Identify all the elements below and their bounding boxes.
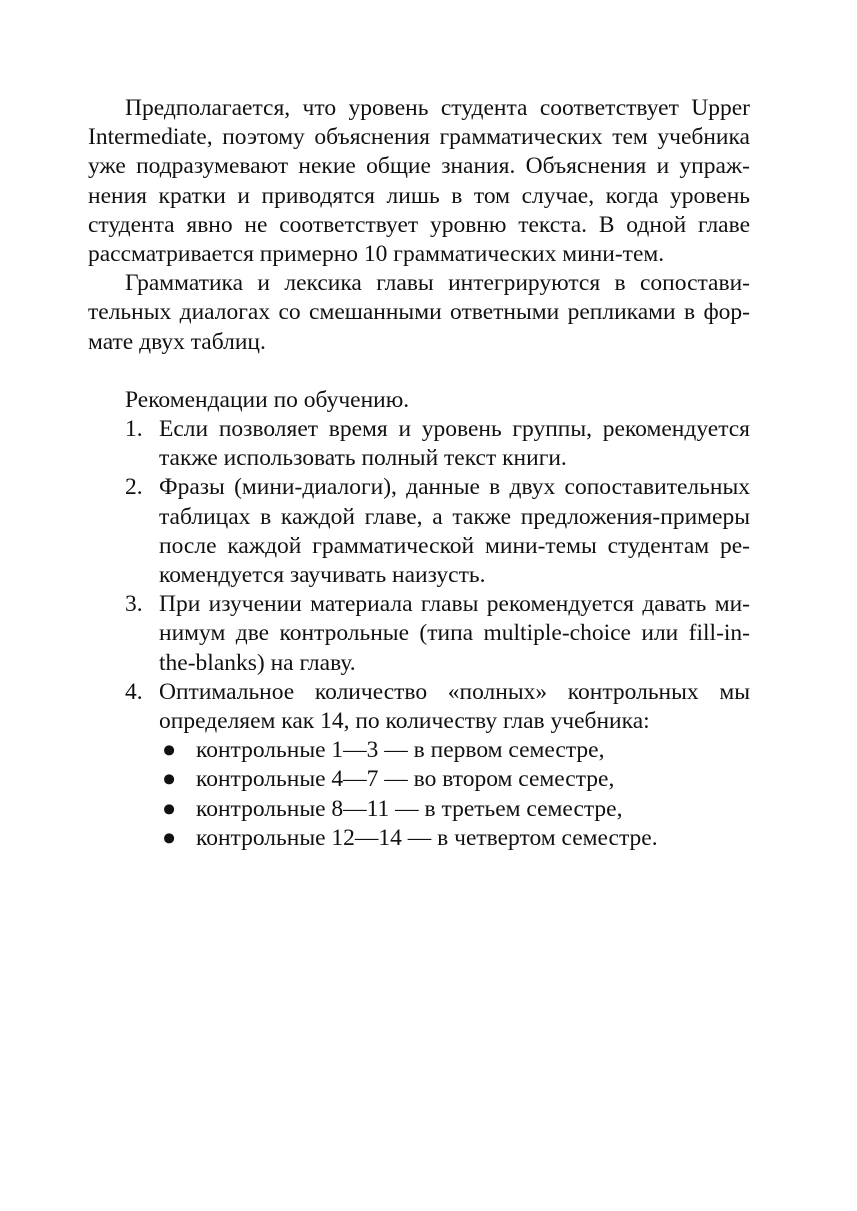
integration-paragraph: Грамматика и лексика главы интегрируются в сопоставительных диалогах со смешанными ответными репликами в формате двух таблиц.: [88, 270, 750, 355]
recommendation-item-1: [88, 415, 750, 473]
recommendation-text: Оптимальное количество «полных» контрольных мы определяем как 14, по количеству глав учебника:: [159, 678, 750, 735]
test-schedule-item: [159, 795, 750, 824]
recommendation-number: 1.: [125, 416, 143, 443]
recommendation-number: 3.: [125, 591, 143, 618]
recommendation-item-4: [88, 678, 750, 853]
bullet-icon: ●: [162, 824, 177, 851]
test-schedule-item: [159, 736, 750, 765]
paragraph-spacer: [88, 357, 750, 386]
test-schedule-item: [159, 765, 750, 794]
test-schedule-text: контрольные 1—3 — в первом семестре,: [196, 737, 605, 764]
test-schedule-text: контрольные 12—14 — в четвертом семестре.: [196, 824, 658, 851]
intro-paragraph: Предполагается, что уровень студента соответствует Upper Intermediate, поэтому объяснения грамматических тем учебника уже подразумевают некие общие знания. Объяснения и упражнения кратки и приводятся лишь в том случае, когда уровень студента явно не соответствует уровню текста. В одной главе рассматривается примерно 10 грамматических мини-тем.: [88, 95, 750, 268]
bullet-icon: ●: [162, 766, 177, 793]
bullet-icon: ●: [162, 737, 177, 764]
recommendation-number: 2.: [125, 474, 143, 501]
recommendation-item-3: [88, 590, 750, 678]
recommendation-number: 4.: [125, 678, 143, 705]
test-schedule-list: [159, 736, 750, 853]
test-schedule-text: контрольные 8—11 — в третьем семестре,: [196, 795, 623, 822]
recommendations-title: Рекомендации по обучению.: [125, 386, 410, 413]
test-schedule-item: [159, 824, 750, 853]
recommendation-text: Фразы (мини-диалоги), данные в двух сопоставительных таблицах в каждой главе, а также предложения-примеры после каждой грамматической мини-темы студентам рекомендуется заучивать наизусть.: [159, 474, 750, 589]
recommendations-list: [88, 415, 750, 853]
recommendation-text: При изучении материала главы рекомендуется давать минимум две контрольные (типа multiple-choice или fill-in-the-blanks) на главу.: [159, 591, 750, 676]
bullet-icon: ●: [162, 795, 177, 822]
recommendation-text: Если позволяет время и уровень группы, рекомендуется также использовать полный текст книги.: [159, 416, 750, 472]
recommendation-item-2: [88, 473, 750, 590]
test-schedule-text: контрольные 4—7 — во втором семестре,: [196, 766, 615, 793]
document-page: [88, 94, 750, 853]
